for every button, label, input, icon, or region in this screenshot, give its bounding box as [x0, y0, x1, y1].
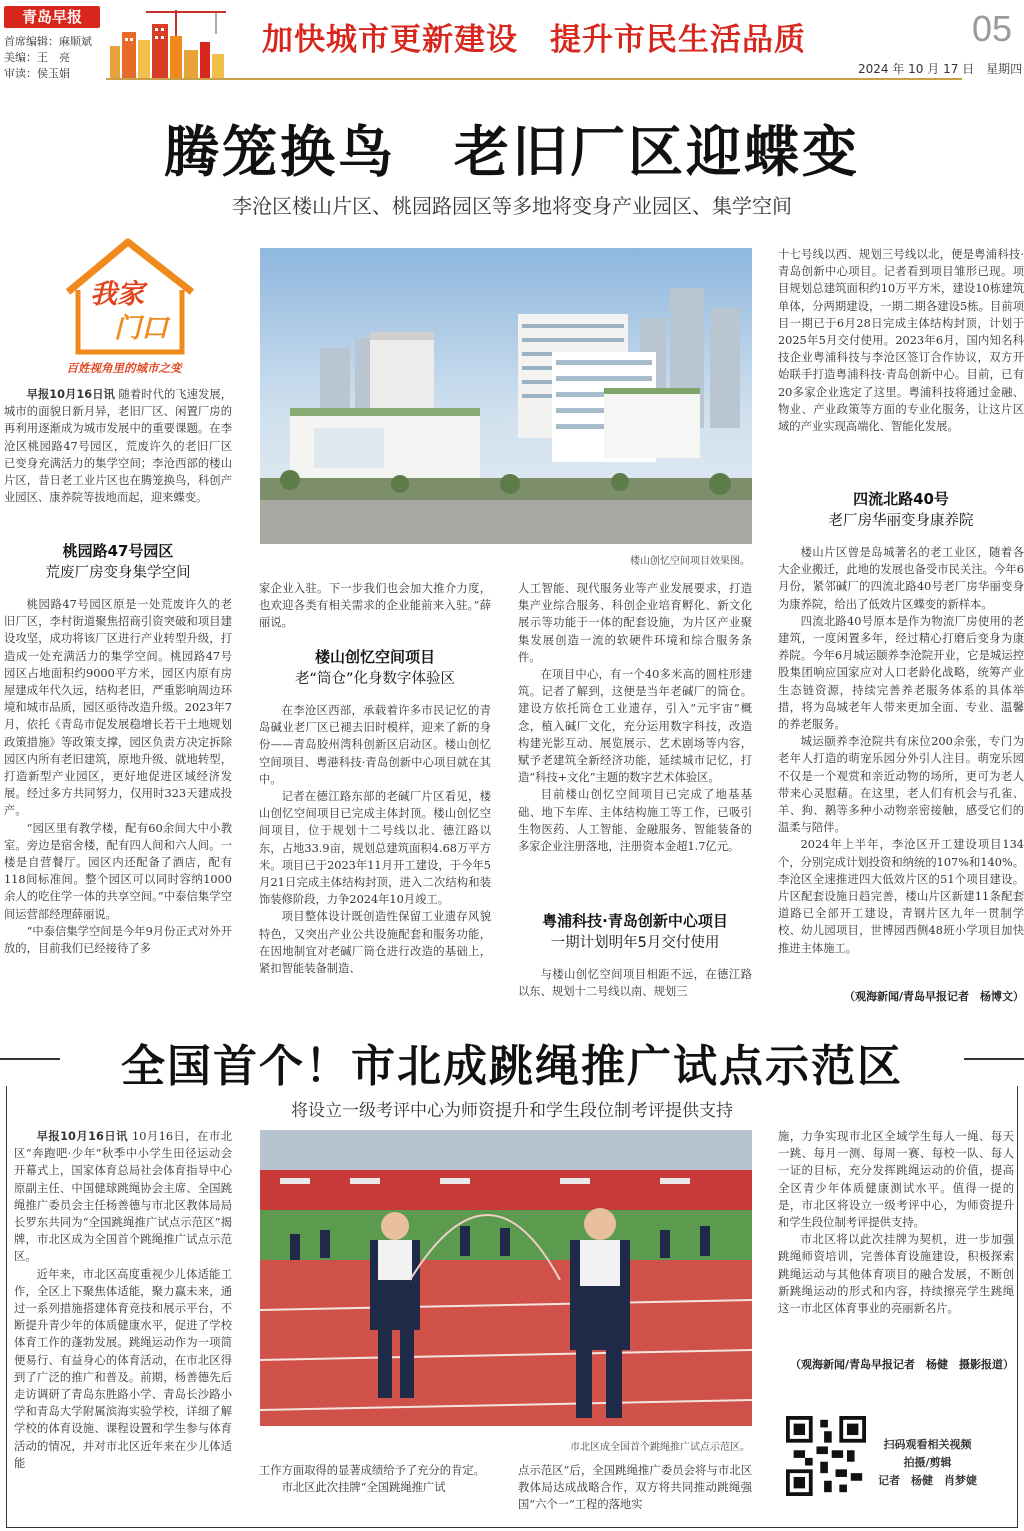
story2-col2-body — [259, 1462, 491, 1518]
dateline: 早报10月16日讯 — [36, 1130, 128, 1143]
story1-subhead: 李沧区楼山片区、桃园路园区等多地将变身产业园区、集学空间 — [232, 194, 792, 218]
paragraph: 工作方面取得的显著成绩给予了充分的肯定。 — [259, 1464, 485, 1477]
header-rule — [106, 78, 962, 80]
subheading-taoyuan — [4, 540, 232, 584]
skyline-crane-illustration — [106, 6, 256, 80]
paragraph: 施，力争实现市北区全域学生每人一绳、每天一跳、每月一测、每周一赛、每校一队、每人一证的目标，充分发挥跳绳运动的价值，提高全区青少年体质健康测试水平。值得一提的是，市北区将设立一级考评中心，为师资提升和学生段位制考评提供支持。 — [778, 1130, 1014, 1230]
story2-byline: （观海新闻/青岛早报记者 杨健 摄影报道） — [789, 1358, 1014, 1371]
story1-col1-body — [4, 596, 232, 1004]
paragraph: 四流北路40号原本是作为物流厂房使用的老建筑，一度闲置多年，经过精心打磨后变身为康养院。今年6月城运颐养李沧院开业，它是城运控股集团响应国家应对人口老龄化战略，统筹产业生态链资源，持续完善养老服务体系的具体举措，将为岛城老年人带来更加全面、专业、温馨的养老服务。 — [778, 614, 1024, 732]
subheading-loushan — [259, 646, 491, 690]
rope-skipping-photo — [260, 1130, 752, 1426]
paragraph: 市北区此次挂牌“全国跳绳推广试 — [281, 1481, 446, 1495]
masthead-logo: 青岛早报 — [4, 6, 100, 28]
paragraph: 人工智能、现代服务业等产业发展要求，打造集产业综合服务、科创企业培育孵化、新文化展示等功能于一体的配套设施，为片区产业聚集发展创造一流的软硬件环境和综合服务条件。 — [518, 582, 752, 664]
loushan-rendering-photo — [260, 248, 752, 544]
subheading-sub: 一期计划明年5月交付使用 — [550, 935, 720, 951]
paragraph: 项目整体设计既创造性保留工业遗存风貌特色，又突出产业公共设施配套和服务功能，在因地制宜对老碱厂筒仓进行改造的基础上，紧扣智能装备制造、 — [259, 910, 491, 976]
page-number: 05 — [972, 8, 1013, 49]
subheading-sub: 老厂房华丽变身康养院 — [828, 513, 974, 529]
story2-col1-body — [14, 1128, 232, 1518]
story1-col4-top — [778, 246, 1024, 476]
paragraph: 楼山片区曾是岛城著名的老工业区，随着各大企业搬迁，此地的发展也备受市民关注。今年6月份，紧邻碱厂的四流北路40号老厂房华丽变身为康养院，给出了低效片区蝶变的新样本。 — [778, 546, 1024, 611]
logo-title-2: 门口 — [114, 313, 168, 344]
story2-subhead: 将设立一级考评中心为师资提升和学生段位制考评提供支持 — [291, 1101, 733, 1121]
credit-line: 审读：侯玉娟 — [4, 67, 70, 80]
subheading-title: 四流北路40号 — [853, 490, 949, 508]
paragraph: 家企业入驻。下一步我们也会加大推介力度，也欢迎各类有相关需求的企业能前来入驻。”薛丽说。 — [259, 582, 491, 630]
section-banner-title: 加快城市更新建设 提升市民生活品质 — [262, 22, 806, 58]
qr-caption-line: 记者 杨健 肖梦婕 — [878, 1474, 977, 1487]
subheading-sub: 荒废厂房变身集学空间 — [45, 565, 191, 581]
issue-date: 2024 年 10 月 17 日 星期四 — [858, 62, 1023, 76]
paragraph: 在李沧区西部，承载着许多市民记忆的青岛碱业老厂区已褪去旧时模样，迎来了新的身份——青岛胶州湾科创新区启动区。楼山创忆空间项目、粤港科技·青岛创新中心项目就在其中。 — [259, 704, 491, 786]
story1-col3-bottom — [518, 966, 752, 1004]
paragraph: 城运颐养李沧院共有床位200余张，专门为老年人打造的萌宠乐园分外引人注目。萌宠乐园不仅是一个观赏和亲近动物的场所，更可为老人带来心灵慰藉。在这里，老人们有机会与孔雀、羊、狗、鹅等多种小动物亲密接触，感受它们的温柔与陪伴。 — [778, 735, 1024, 835]
paragraph: 目前楼山创忆空间项目已完成了地基基础、地下车库、主体结构施工等工作，已吸引生物医药、人工智能、金融服务、智能装备的多家企业注册落地，注册资本金超1.7亿元。 — [518, 788, 752, 854]
lead-text: 10月16日，在市北区“奔跑吧·少年”秋季中小学生田径运动会开幕式上，国家体育总局社会体育指导中心原副主任、中国健球跳绳协会主席、全国跳绳推广委员会主任杨善德与市北区教体局局长罗东共同为“全国跳绳推广试点示范区”揭牌，市北区成为全国首个跳绳推广试点示范区。 — [14, 1130, 232, 1264]
paragraph: 桃园路47号园区原是一处荒废许久的老旧厂区，李村街道聚焦招商引资突破和项目建设攻坚，成功将该厂区进行产业转型升级，打造成一处充满活力的集学空间。桃园路47号园区占地面积约9000平方米，园区内原有房屋建成年代久远，结构老旧，严重影响周边环境和城市品质，园区亟待改造升级。2023年7月，依托《青岛市促发展稳增长若干土地规划政策措施》等政策支撑，园区负责方决定拆除园区内所有老旧建筑，原地升级、就地转型，打造新型产业园区，更好地促进区域经济发展。经过多方共同努力，仅用时323天建成投产。 — [4, 598, 232, 818]
story1-lead — [4, 386, 232, 528]
story1-col2-body — [259, 702, 491, 1004]
story2-headline: 全国首个！市北成跳绳推广试点示范区 — [121, 1041, 903, 1092]
paragraph: 记者在德江路东部的老碱厂片区看见，楼山创忆空间项目已完成主体封顶。楼山创忆空间项目，位于规划十二号线以北、德江路以东，占地33.9亩，规划总建筑面积4.68万平方米。项目已于2023年11月开工建设，于今年5月21日完成主体结构封顶，进入二次结构和装饰装修阶段，力争2024年10月竣工。 — [259, 790, 491, 907]
subheading-title: 桃园路47号园区 — [62, 542, 174, 560]
subheading-sub: 老“筒仓”化身数字体验区 — [294, 671, 456, 687]
paragraph: “园区里有教学楼，配有60余间大中小教室。旁边是宿舍楼，配有四人间和六人间。一楼是自营餐厅。园区内还配备了酒店，配有118间标准间。整个园区可以同时容纳1000余人的吃住学一体的共享空间。”中泰信集学空间运营部经理薛丽说。 — [4, 821, 232, 921]
paragraph: 在项目中心，有一个40多米高的圆柱形建筑。记者了解到，这便是当年老碱厂的筒仓。建设方依托筒仓工业遗存，引入“元宇宙”概念，植入碱厂文化，充分运用数字科技，改造构建光影互动、展览展示、艺术剧场等内容，赋予老建筑全新经济功能，延续城市记忆，打造“科技+文化”主题的数字艺术体验区。 — [518, 668, 752, 785]
lead-text: 随着时代的飞速发展，城市的面貌日新月异，老旧厂区、闲置厂房的再利用逐渐成为城市发展中的重要课题。在李沧区桃园路47号园区，荒废许久的老旧厂区已变身充满活力的集学空间；李沧西部的楼山片区，昔日老工业片区也在腾笼换鸟，科创产业园区、康养院等拔地而起，迎来蝶变。 — [4, 388, 232, 505]
story2-col3-body — [518, 1462, 752, 1518]
paragraph: “中泰信集学空间是今年9月份正式对外开放的，目前我们已经接待了多 — [4, 924, 232, 956]
qr-code-icon[interactable] — [786, 1416, 866, 1496]
photo1-caption: 楼山创忆空间项目效果图。 — [630, 556, 750, 567]
editor-credits — [4, 34, 92, 82]
column-logo — [50, 232, 210, 382]
credit-line: 美编：王 亮 — [4, 51, 70, 64]
story1-col3-body — [518, 580, 752, 900]
story1-col2-top — [259, 580, 491, 636]
subheading-siliu — [778, 488, 1024, 532]
story1-byline: （观海新闻/青岛早报记者 杨博文） — [843, 990, 1024, 1003]
photo2-caption: 市北区成全国首个跳绳推广试点示范区。 — [570, 1442, 750, 1453]
logo-title-1: 我家 — [90, 279, 144, 310]
qr-caption-line: 拍摄/剪辑 — [903, 1456, 952, 1469]
paragraph: 与楼山创忆空间项目相距不远，在德江路以东、规划十二号线以南、规划三 — [518, 968, 752, 999]
story1-col4-body — [778, 544, 1024, 984]
subheading-title: 粤浦科技·青岛创新中心项目 — [542, 912, 728, 930]
credit-line: 首席编辑：麻顺斌 — [4, 35, 92, 48]
paragraph: 点示范区”后，全国跳绳推广委员会将与市北区教体局达成战略合作，双方将共同推动跳绳强国“六个一”工程的落地实 — [518, 1464, 752, 1512]
logo-tagline: 百姓视角里的城市之变 — [66, 361, 182, 375]
story2-col4-body — [778, 1128, 1014, 1354]
paragraph: 近年来，市北区高度重视少儿体适能工作，全区上下聚焦体适能，聚力赢未来，通过一系列措施搭建体育竞技和展示平台，不断提升青少年的体质健康水平，促进了学校体育工作的蓬勃发展。跳绳运动作为一项简便易行、有益身心的体育活动，在市北区得到了广泛的推广和普及。前期，杨善德先后走访调研了青岛东胜路小学、青岛长沙路小学和青岛大学附属滨海实验学校，详细了解学校的体育设施、课程设置和学生参与体育活动的情况，并对市北区近年来在少儿体适能 — [14, 1267, 232, 1470]
subheading-yuepu — [518, 910, 752, 954]
dateline: 早报10月16日讯 — [26, 388, 115, 401]
paragraph: 2024年上半年，李沧区开工建设项目134个，分别完成计划投资和纳统的107%和140%。李沧区全速推进四大低效片区的51个项目建设。片区配套设施日趋完善，楼山片区新建11条配套道路已全部开工建设，青钢片区九年一贯制学校、幼儿园项目，世博园西侧48班小学项目加快推进主体施工。 — [778, 838, 1024, 955]
subheading-title: 楼山创忆空间项目 — [314, 648, 435, 666]
paragraph: 市北区将以此次挂牌为契机，进一步加强跳绳师资培训，完善体育设施建设，积极探索跳绳运动与其他体育项目的融合发展，不断创新跳绳运动的形式和内容，持续擦亮学生跳绳这一市北区体育事业的亮丽新名片。 — [778, 1233, 1014, 1316]
qr-caption-line: 扫码观看相关视频 — [883, 1438, 972, 1451]
qr-caption — [878, 1436, 977, 1490]
paragraph: 十七号线以西、规划三号线以北，便是粤浦科技·青岛创新中心项目。记者看到项目雏形已现。项目规划总建筑面积约10万平方米，建设10栋建筑单体，分两期建设，一期二期各建设5栋。目前项目一期已于6月28日完成主体结构封顶，计划于2025年5月交付使用。2023年6月，国内知名科技企业粤浦科技与李沧区签订合作协议，双方开始联手打造粤浦科技·青岛创新中心。目前，已有20多家企业选定了这里。粤浦科技将通过金融、物业、产业政策等方面的专业化服务，让这片区域的产业实现高端化、智能化发展。 — [778, 248, 1024, 434]
story1-headline: 腾笼换鸟 老旧厂区迎蝶变 — [163, 120, 860, 184]
